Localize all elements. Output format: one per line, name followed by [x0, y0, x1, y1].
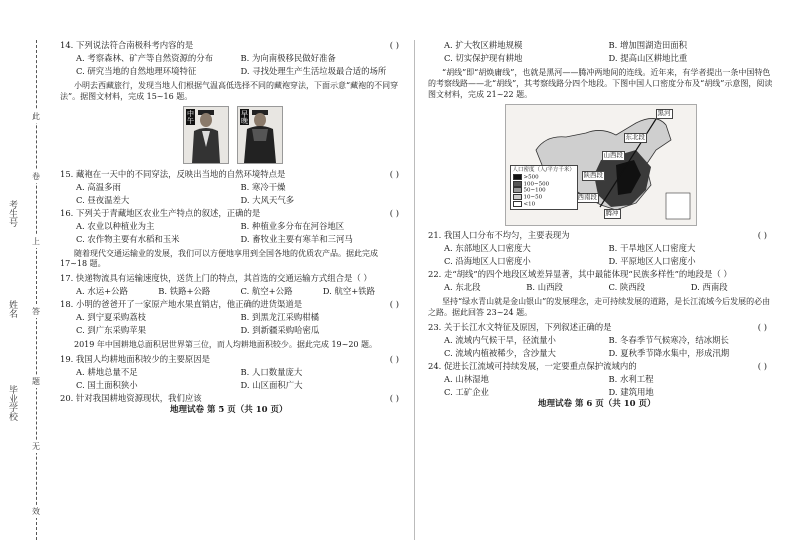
option: C. 航空+公路	[240, 286, 293, 297]
option: C. 国土面积狭小	[76, 379, 138, 390]
question-23: 23. 关于长江水文特征及原因，下列叙述正确的是 ( )	[428, 321, 767, 332]
option: A. 流域内气候干旱，径流量小	[444, 334, 556, 345]
map-label-xinan: 西南段	[577, 193, 597, 202]
page-footer: 地理试卷 第 6 页（共 10 页）	[538, 399, 656, 410]
option: B. 干旱地区人口密度大	[608, 243, 696, 254]
q18-options-row1	[60, 312, 405, 325]
q23-options-row2	[428, 348, 773, 361]
option: B. 人口数量庞大	[240, 366, 303, 377]
page-divider	[414, 40, 415, 540]
q14-options-row2	[60, 66, 405, 79]
legend-item: 100~500	[523, 181, 550, 188]
option: C. 沿海地区人口密度小	[444, 256, 531, 267]
tibetan-robe-photos	[60, 106, 405, 166]
q23-options-row1	[428, 335, 773, 348]
option: C. 昼夜温差大	[76, 194, 130, 205]
option: D. 大风天气多	[240, 194, 295, 205]
option: B. 冬春季节气候寒冷，结冰期长	[608, 334, 729, 345]
option: B. 增加围湖造田面积	[608, 40, 687, 50]
option: D. 平原地区人口密度小	[608, 256, 696, 267]
q16-options-row1	[60, 221, 405, 234]
option: A. 农业以种植业为主	[76, 220, 155, 231]
material-paragraph: 小明去西藏旅行，发现当地人们根据气温高低选择不同的藏袍穿法，下面示意“藏袍的不同穿法”。据图文材料，完成 15~16 题。	[60, 81, 399, 101]
option: B. 到黑龙江采购柑橘	[240, 312, 319, 323]
binding-margin	[0, 0, 52, 560]
question-18: 18. 小明的爸爸开了一家原产地水果直销店，他正确的进货渠道是 ( )	[60, 299, 399, 310]
option: B. 水利工程	[608, 373, 654, 384]
map-label-shaanxi: 陕西段	[583, 171, 603, 180]
question-19: 19. 我国人均耕地面积较少的主要原因是 ( )	[60, 353, 399, 364]
map-label-dongbei: 东北段	[625, 133, 645, 142]
legend-item: 10~50	[523, 194, 543, 201]
question-14: 14. 下列说法符合南极科考内容的是 ( )	[60, 40, 399, 50]
page-footer: 地理试卷 第 5 页（共 10 页）	[170, 405, 288, 416]
option: B. 种植业多分布在河谷地区	[240, 220, 345, 231]
seal-char: 无	[32, 442, 40, 451]
q19-options-row2	[60, 380, 405, 393]
option: D. 畜牧业主要有寒羊和三河马	[240, 233, 353, 244]
option: A. 扩大牧区耕地规模	[444, 40, 523, 50]
question-22: 22. 走“胡线”的四个地段区域差异显著，其中最能体现“民族多样性”的地段是（ ）	[428, 269, 732, 280]
option: A. 到宁夏采购荔枝	[76, 312, 146, 323]
seal-char: 效	[32, 507, 40, 516]
seal-char: 题	[32, 377, 40, 386]
option: C. 到广东采购苹果	[76, 325, 147, 336]
option: B. 山西段	[526, 282, 563, 293]
seal-char: 此	[32, 112, 40, 121]
q21-options-row1	[428, 243, 773, 256]
option: B. 寒冷干燥	[240, 181, 286, 192]
q15-options-row2	[60, 195, 405, 208]
option: D. 到新疆采购哈密瓜	[240, 325, 320, 336]
option: A. 高温多雨	[76, 181, 121, 192]
option: D. 寻找处理生产生活垃圾最合适的场所	[240, 66, 387, 76]
option: A. 东部地区人口密度大	[444, 243, 531, 254]
q18-options-row2	[60, 325, 405, 338]
question-16: 16. 下列关于青藏地区农业生产特点的叙述，正确的是 ( )	[60, 207, 399, 218]
option: C. 研究当地的自然地理环境特征	[76, 66, 197, 76]
option: A. 考察森林、矿产等自然资源的分布	[76, 53, 213, 63]
option: C. 流域内植被稀少，含沙量大	[444, 347, 556, 358]
question-17: 17. 快递物流具有运输速度快，送货上门的特点，其首选的交通运输方式组合是（ ）	[60, 273, 372, 284]
q16-options-row2	[60, 234, 405, 247]
legend-item: >500	[523, 174, 539, 181]
q15-options-row1	[60, 182, 405, 195]
option: D. 西南段	[690, 282, 728, 293]
option: C. 工矿企业	[444, 386, 489, 397]
q20-options-row2	[428, 53, 773, 66]
option: A. 水运+公路	[76, 286, 128, 297]
exam-page-5	[60, 40, 405, 416]
q20-options-row1	[428, 40, 773, 53]
legend-item: 50~100	[523, 187, 546, 194]
question-20: 20. 针对我国耕地资源现状，我们应该 ( )	[60, 392, 399, 403]
map-label-tengchong: 腾冲	[605, 209, 619, 218]
material-paragraph: 随着现代交通运输业的发展，我们可以方便地享用到全国各地的优质农产品。据此完成 17~18 题。	[60, 248, 378, 269]
option: D. 航空+铁路	[322, 286, 376, 297]
seal-char: 答	[32, 307, 40, 316]
option: D. 提高山区耕地比重	[608, 53, 688, 63]
q22-options	[428, 282, 773, 295]
china-population-density-map	[505, 104, 697, 226]
seal-char: 卷	[32, 172, 40, 181]
material-paragraph: “胡线”即“胡焕庸线”，也就是黑河——腾冲两地间的连线。近年来，有学者提出一条中国特色的考察线路——北“胡线”，其考察线路分四个地段。下图中国人口密度分布及“胡线”示意图，阅读图文材料，完成 21~22 题。	[428, 68, 773, 99]
photo-tag-noon: 中午	[186, 109, 195, 124]
photo-noon	[183, 106, 229, 164]
option: D. 夏秋季节降水集中，形成汛期	[608, 347, 730, 358]
question-24: 24. 促进长江流域可持续发展，一定要重点保护流域内的 ( )	[428, 360, 767, 371]
map-label-shanxi: 山西段	[603, 151, 623, 160]
map-label-heihe: 黑河	[657, 109, 671, 118]
option: A. 山林湿地	[444, 373, 489, 384]
q17-options	[60, 286, 405, 299]
option: C. 切实保护现有耕地	[444, 53, 523, 63]
exam-page-6	[428, 40, 773, 410]
legend-title: 人口密度（人/平方千米）	[512, 167, 575, 174]
school-label: 毕业学校	[7, 385, 17, 421]
legend-item: <10	[523, 201, 536, 208]
question-15: 15. 藏袍在一天中的不同穿法，反映出当地的自然环境特点是 ( )	[60, 168, 399, 179]
option: C. 陕西段	[608, 282, 646, 293]
option: A. 东北段	[444, 282, 481, 293]
option: D. 建筑用地	[608, 386, 654, 397]
question-21: 21. 我国人口分布不均匀，主要表现为 ( )	[428, 230, 767, 241]
map-legend	[510, 165, 578, 209]
photo-morning-evening	[237, 106, 283, 164]
option: B. 铁路+公路	[158, 286, 211, 297]
exam-number-label: 考生号	[7, 200, 17, 227]
name-label: 姓名	[7, 300, 17, 318]
material-paragraph: 坚持“绿水青山就是金山银山”的发展理念，走可持续发展的道路，是长江流域今后发展的必由之路。据此回答 23~24 题。	[428, 297, 771, 318]
q14-options-row1	[60, 53, 405, 66]
photo-tag-morning-evening: 早晚	[240, 109, 249, 124]
material-paragraph: 2019 年中国耕地总面积居世界第三位，而人均耕地面积较少。据此完成 19~20 题。	[74, 340, 378, 350]
option: C. 农作物主要有水稻和玉米	[76, 233, 180, 244]
option: B. 为向南极移民做好准备	[240, 53, 336, 63]
seal-char: 上	[32, 237, 40, 246]
q19-options-row1	[60, 367, 405, 380]
q24-options-row1	[428, 374, 773, 387]
option: D. 山区面积广大	[240, 379, 303, 390]
option: A. 耕地总量不足	[76, 366, 138, 377]
q21-options-row2	[428, 256, 773, 269]
